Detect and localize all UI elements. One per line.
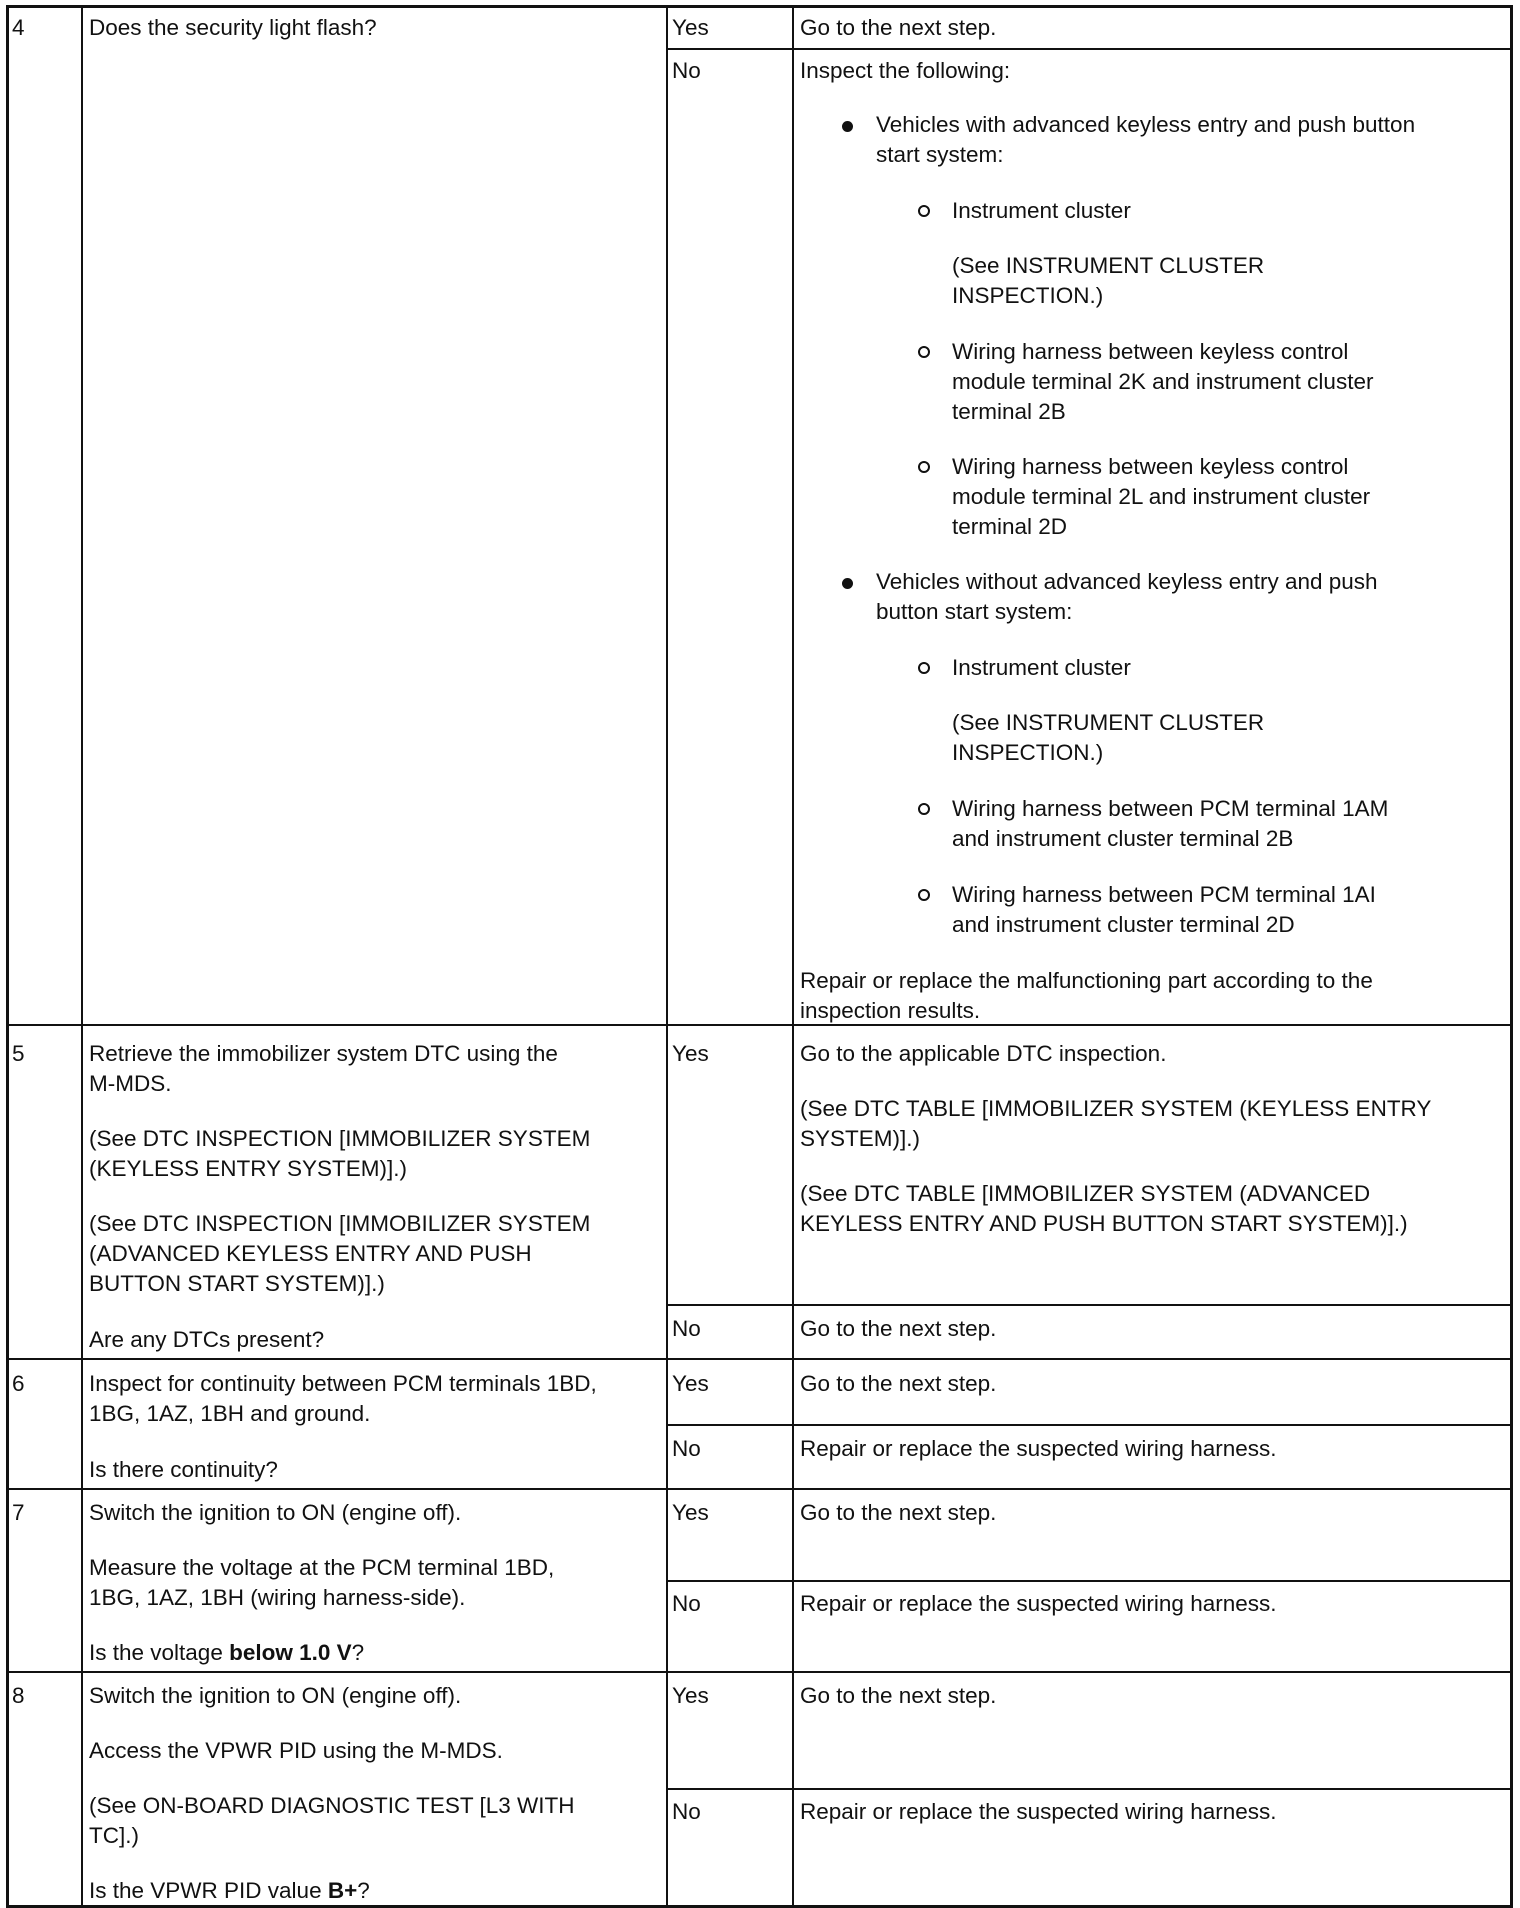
- bullet-text: start system:: [876, 142, 1004, 167]
- yes-no-divider: [666, 1788, 1513, 1790]
- step-number: 4: [12, 15, 25, 40]
- reference-text: INSPECTION.): [952, 740, 1104, 765]
- no-action: Repair or replace the malfunctioning part according to the: [800, 968, 1373, 993]
- question-text: Is the VPWR PID value: [89, 1878, 328, 1903]
- reference-text: (See INSTRUMENT CLUSTER: [952, 710, 1265, 735]
- step-question: [89, 1638, 364, 1669]
- question-mark: ?: [357, 1878, 370, 1903]
- row-divider: [6, 1024, 1513, 1026]
- yes-no-divider: [666, 1580, 1513, 1582]
- sub-bullet-icon: [918, 461, 930, 473]
- reference-text: SYSTEM)].): [800, 1126, 921, 1151]
- sub-bullet-icon: [918, 205, 930, 217]
- step-question: Access the VPWR PID using the M-MDS.: [89, 1738, 503, 1763]
- no-label: No: [672, 1316, 701, 1341]
- sub-bullet-text: Wiring harness between PCM terminal 1AI: [952, 882, 1376, 907]
- row-divider: [6, 1358, 1513, 1360]
- reference-text: (KEYLESS ENTRY SYSTEM)].): [89, 1156, 407, 1181]
- reference-text: KEYLESS ENTRY AND PUSH BUTTON START SYSTEM)].): [800, 1211, 1408, 1236]
- sub-bullet-icon: [918, 346, 930, 358]
- question-mark: ?: [351, 1640, 365, 1665]
- diagnostic-table: [6, 5, 1513, 1908]
- step-question: Retrieve the immobilizer system DTC using the: [89, 1041, 558, 1066]
- step-question: Switch the ignition to ON (engine off).: [89, 1683, 462, 1708]
- yes-label: Yes: [672, 15, 709, 40]
- reference-text: (See INSTRUMENT CLUSTER: [952, 253, 1265, 278]
- yes-label: Yes: [672, 1041, 709, 1066]
- sub-bullet-text: Wiring harness between keyless control: [952, 339, 1349, 364]
- step-number: 8: [12, 1683, 25, 1708]
- column-divider: [666, 5, 668, 1908]
- no-action: Repair or replace the suspected wiring harness.: [800, 1436, 1277, 1461]
- sub-bullet-text: module terminal 2L and instrument cluster: [952, 484, 1371, 509]
- sub-bullet-text: Instrument cluster: [952, 198, 1131, 223]
- reference-text: (See DTC TABLE [IMMOBILIZER SYSTEM (ADVANCED: [800, 1181, 1371, 1206]
- no-label: No: [672, 1591, 701, 1616]
- row-divider: [6, 1671, 1513, 1673]
- reference-text: TC].): [89, 1823, 139, 1848]
- step-question: M-MDS.: [89, 1071, 172, 1096]
- yes-action: Go to the next step.: [800, 1500, 997, 1525]
- no-label: No: [672, 1799, 701, 1824]
- step-question: Is there continuity?: [89, 1457, 278, 1482]
- no-action: Go to the next step.: [800, 1316, 997, 1341]
- step-question: 1BG, 1AZ, 1BH and ground.: [89, 1401, 371, 1426]
- bullet-text: Vehicles without advanced keyless entry and push: [876, 569, 1378, 594]
- sub-bullet-icon: [918, 889, 930, 901]
- no-action-intro: Inspect the following:: [800, 58, 1011, 83]
- reference-text: BUTTON START SYSTEM)].): [89, 1271, 385, 1296]
- reference-text: (See ON-BOARD DIAGNOSTIC TEST [L3 WITH: [89, 1793, 575, 1818]
- yes-label: Yes: [672, 1500, 709, 1525]
- bullet-text: Vehicles with advanced keyless entry and push button: [876, 112, 1416, 137]
- sub-bullet-text: Wiring harness between PCM terminal 1AM: [952, 796, 1389, 821]
- step-question: Are any DTCs present?: [89, 1327, 325, 1352]
- sub-bullet-text: terminal 2B: [952, 399, 1066, 424]
- step-question: Inspect for continuity between PCM terminals 1BD,: [89, 1371, 597, 1396]
- reference-text: (See DTC TABLE [IMMOBILIZER SYSTEM (KEYLESS ENTRY: [800, 1096, 1432, 1121]
- reference-text: INSPECTION.): [952, 283, 1104, 308]
- yes-action: Go to the applicable DTC inspection.: [800, 1041, 1167, 1066]
- yes-label: Yes: [672, 1683, 709, 1708]
- bullet-icon: [842, 578, 853, 589]
- column-divider: [792, 5, 794, 1908]
- no-label: No: [672, 58, 701, 83]
- reference-text: (See DTC INSPECTION [IMMOBILIZER SYSTEM: [89, 1126, 591, 1151]
- step-number: 5: [12, 1041, 25, 1066]
- step-question: 1BG, 1AZ, 1BH (wiring harness-side).: [89, 1585, 466, 1610]
- step-number: 6: [12, 1371, 25, 1396]
- yes-label: Yes: [672, 1371, 709, 1396]
- step-number: 7: [12, 1500, 25, 1525]
- no-action: Repair or replace the suspected wiring harness.: [800, 1799, 1277, 1824]
- step-question: Switch the ignition to ON (engine off).: [89, 1500, 462, 1525]
- no-action: Repair or replace the suspected wiring harness.: [800, 1591, 1277, 1616]
- sub-bullet-text: and instrument cluster terminal 2D: [952, 912, 1295, 937]
- threshold-value: below 1.0 V: [229, 1640, 352, 1665]
- yes-no-divider: [666, 1424, 1513, 1426]
- no-label: No: [672, 1436, 701, 1461]
- yes-no-divider: [666, 1304, 1513, 1306]
- question-text: Is the voltage: [89, 1640, 230, 1665]
- sub-bullet-text: module terminal 2K and instrument cluster: [952, 369, 1374, 394]
- step-question: Does the security light flash?: [89, 15, 377, 40]
- sub-bullet-icon: [918, 803, 930, 815]
- yes-action: Go to the next step.: [800, 1371, 997, 1396]
- no-action: inspection results.: [800, 998, 981, 1023]
- bullet-icon: [842, 121, 853, 132]
- sub-bullet-text: and instrument cluster terminal 2B: [952, 826, 1294, 851]
- yes-action: Go to the next step.: [800, 1683, 997, 1708]
- sub-bullet-text: terminal 2D: [952, 514, 1068, 539]
- sub-bullet-text: Wiring harness between keyless control: [952, 454, 1349, 479]
- column-divider: [81, 5, 83, 1908]
- step-question: Measure the voltage at the PCM terminal 1BD,: [89, 1555, 555, 1580]
- reference-text: (See DTC INSPECTION [IMMOBILIZER SYSTEM: [89, 1211, 591, 1236]
- step-question: [89, 1876, 370, 1907]
- yes-no-divider: [666, 48, 1513, 50]
- reference-text: (ADVANCED KEYLESS ENTRY AND PUSH: [89, 1241, 532, 1266]
- yes-action: Go to the next step.: [800, 15, 997, 40]
- row-divider: [6, 1488, 1513, 1490]
- bullet-text: button start system:: [876, 599, 1073, 624]
- threshold-value: B+: [327, 1878, 358, 1903]
- sub-bullet-text: Instrument cluster: [952, 655, 1131, 680]
- sub-bullet-icon: [918, 662, 930, 674]
